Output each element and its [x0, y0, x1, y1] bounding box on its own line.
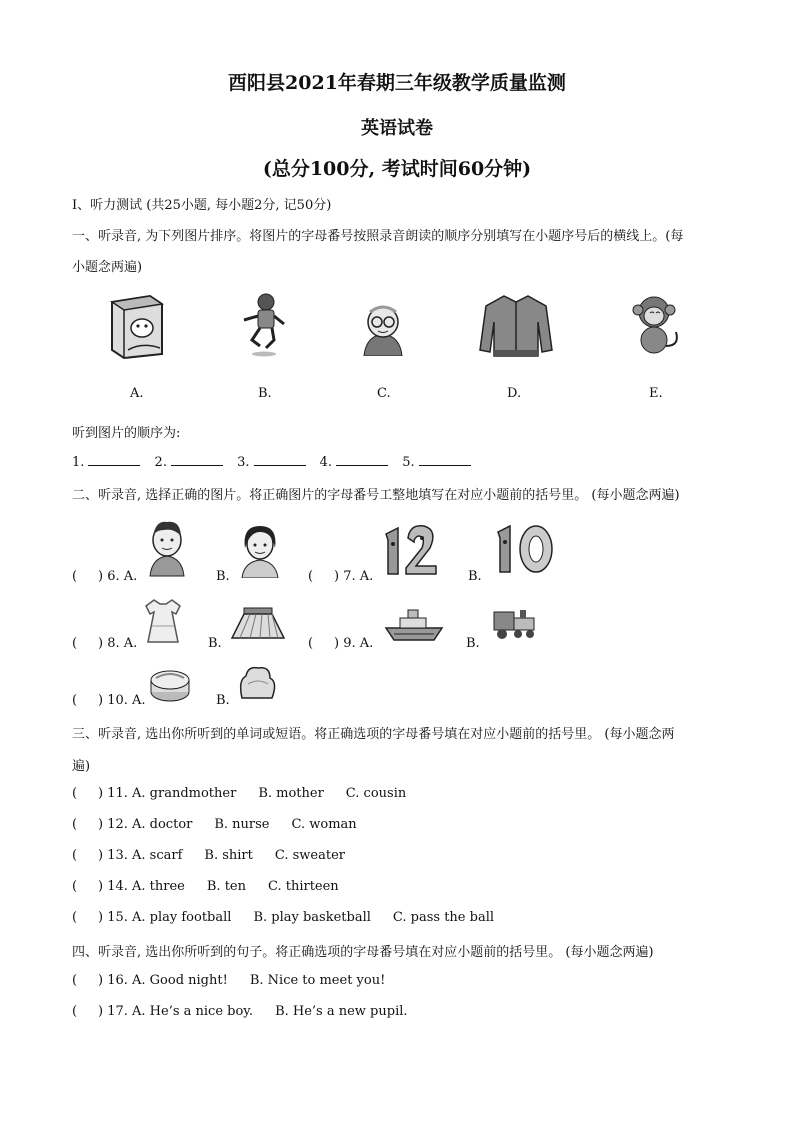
q7-option-b: B.: [468, 569, 482, 584]
q11-row: ( ) 11. A. grandmother B. mother C. cousin: [72, 786, 407, 801]
boy-face-icon: [144, 518, 190, 578]
sec2-instruction: 二、听录音, 选择正确的图片。将正确图片的字母番号工整地填写在对应小题前的括号里。 (每小题念两遍): [72, 488, 680, 503]
picture-label-a: A.: [130, 386, 144, 401]
bread-icon: [236, 664, 278, 704]
q10-number: ( ) 10. A.: [72, 693, 146, 708]
part1-heading: I、听力测试 (共25小题, 每小题2分, 记50分): [72, 198, 332, 213]
q10-option-b: B.: [216, 693, 230, 708]
number-12-icon: [376, 518, 446, 580]
sec1-instruction-line2: 小题念两遍): [72, 260, 143, 275]
picture-label-d: D.: [507, 386, 522, 401]
q16-row: ( ) 16. A. Good night! B. Nice to meet you!: [72, 973, 386, 988]
number-10-icon: [488, 516, 560, 578]
cake-icon: [148, 666, 192, 704]
picture-label-c: C.: [377, 386, 391, 401]
q14-row: ( ) 14. A. three B. ten C. thirteen: [72, 879, 339, 894]
order-blank-1[interactable]: [88, 453, 140, 466]
jacket-icon: [478, 292, 554, 358]
q6-option-b: B.: [216, 569, 230, 584]
skirt-icon: [230, 604, 286, 644]
picture-label-e: E.: [649, 386, 663, 401]
exam-title: 酉阳县2021年春期三年级教学质量监测: [228, 72, 566, 94]
grandpa-icon: [356, 300, 410, 356]
jumping-boy-icon: [238, 290, 288, 358]
sec1-instruction-line1: 一、听录音, 为下列图片排序。将图片的字母番号按照录音朗读的顺序分别填写在小题序号后的横线上。(每: [72, 229, 684, 244]
order-label-3: 3.: [237, 455, 250, 470]
picture-label-b: B.: [258, 386, 272, 401]
q13-row: ( ) 13. A. scarf B. shirt C. sweater: [72, 848, 345, 863]
dress-icon: [140, 596, 186, 646]
ship-icon: [384, 606, 444, 644]
monkey-icon: [630, 292, 682, 358]
order-blanks-row: [72, 453, 481, 470]
order-blank-2[interactable]: [171, 453, 223, 466]
order-label-4: 4.: [319, 455, 333, 470]
order-label-1: 1.: [72, 455, 85, 470]
q7-number: ( ) 7. A.: [308, 569, 374, 584]
q9-number: ( ) 9. A.: [308, 636, 374, 651]
sec3-instruction-line2: 遍): [72, 759, 91, 774]
q8-number: ( ) 8. A.: [72, 636, 138, 651]
q9-option-b: B.: [466, 636, 480, 651]
order-blank-4[interactable]: [336, 453, 388, 466]
order-label-5: 5.: [402, 455, 415, 470]
girl-face-icon: [236, 522, 284, 578]
q17-row: ( ) 17. A. He’s a nice boy. B. He’s a new pupil.: [72, 1004, 408, 1019]
order-label-2: 2.: [154, 455, 167, 470]
q6-number: ( ) 6. A.: [72, 569, 138, 584]
order-blank-5[interactable]: [419, 453, 471, 466]
train-icon: [490, 604, 538, 644]
exam-subject: 英语试卷: [361, 118, 433, 139]
q8-option-b: B.: [208, 636, 222, 651]
sec4-instruction: 四、听录音, 选出你所听到的句子。将正确选项的字母番号填在对应小题前的括号里。 (每小题念两遍): [72, 945, 654, 960]
q15-row: ( ) 15. A. play football B. play basketball C. pass the ball: [72, 910, 495, 925]
exam-info: (总分100分, 考试时间60分钟): [262, 158, 532, 180]
order-prompt: 听到图片的顺序为:: [72, 426, 181, 441]
q12-row: ( ) 12. A. doctor B. nurse C. woman: [72, 817, 357, 832]
milk-box-icon: [106, 292, 166, 360]
sec3-instruction-line1: 三、听录音, 选出你所听到的单词或短语。将正确选项的字母番号填在对应小题前的括号里。 (每小题念两: [72, 727, 675, 742]
order-blank-3[interactable]: [254, 453, 306, 466]
